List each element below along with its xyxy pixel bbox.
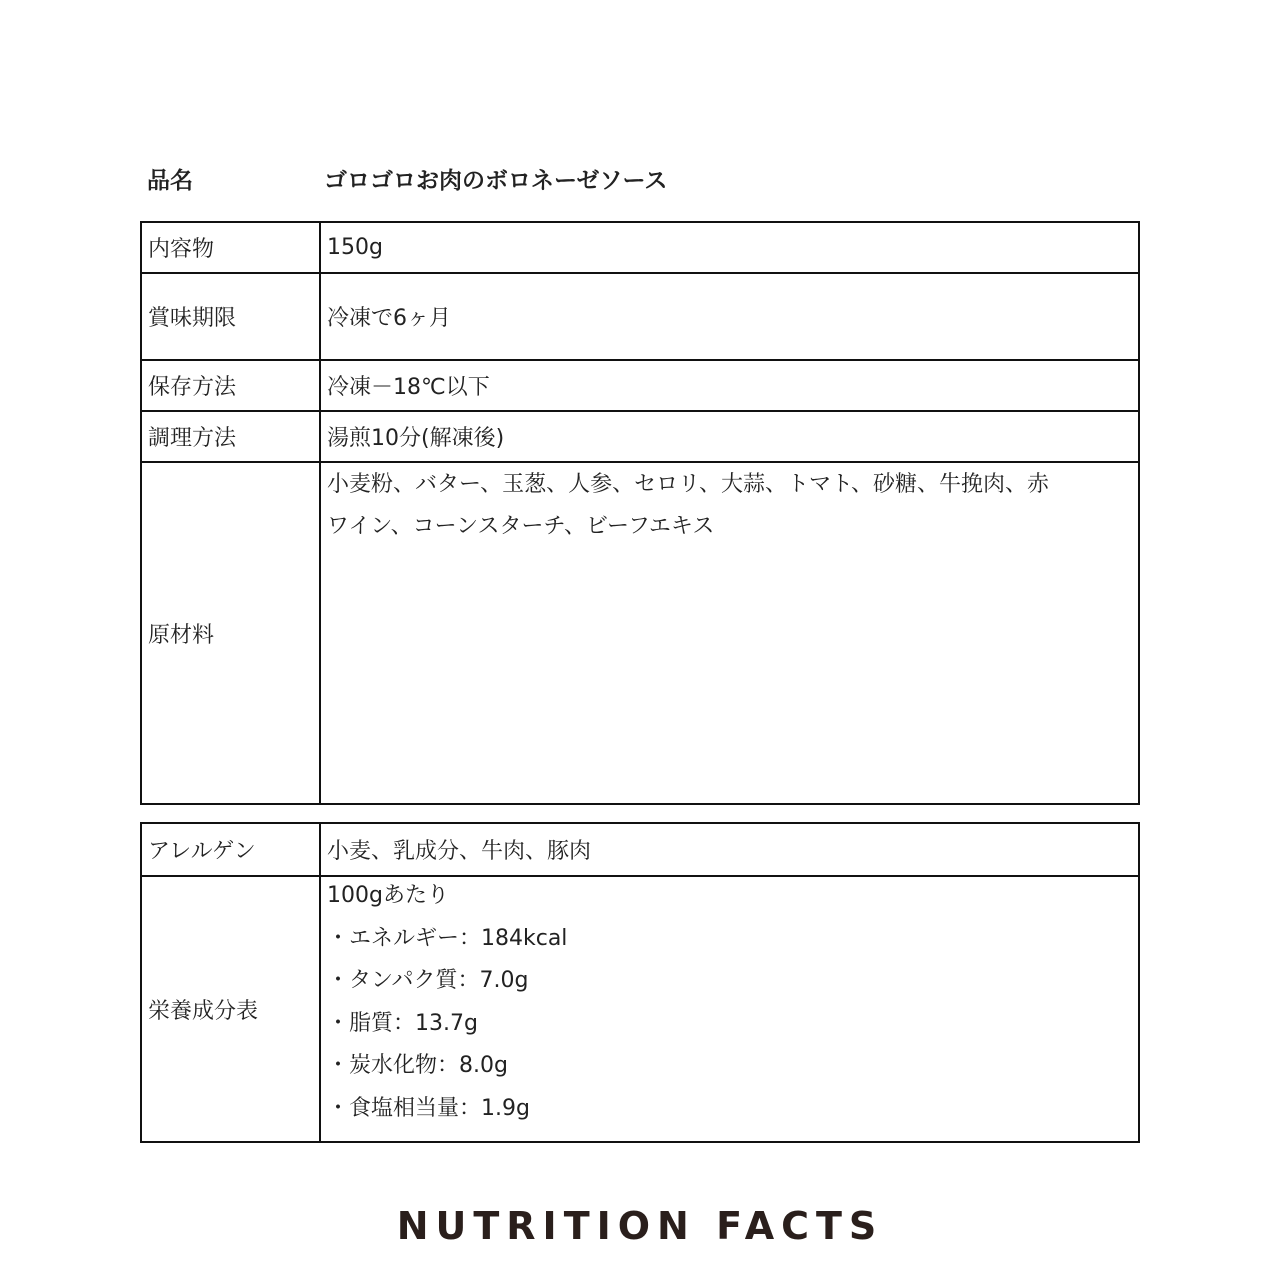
table-row: [141, 222, 1139, 273]
storage-label: 保存方法: [141, 360, 320, 411]
ingredients-label: 原材料: [141, 462, 320, 804]
footer-heading: NUTRITION FACTS: [396, 1204, 884, 1248]
nutrition-value: [320, 876, 1139, 1142]
table-row: [141, 411, 1139, 462]
cooking-label: 調理方法: [141, 411, 320, 462]
contents-label: 内容物: [141, 222, 320, 273]
allergens-label: アレルゲン: [141, 823, 320, 876]
product-name-label: 品名: [147, 168, 193, 194]
product-info-table: [140, 221, 1140, 805]
nutrition-table: [140, 822, 1140, 1143]
nutrition-line: ・食塩相当量：1.9g: [327, 1095, 530, 1121]
cooking-value: 湯煎10分(解凍後): [320, 411, 1139, 462]
table-row: [141, 876, 1139, 1142]
nutrition-line: ・エネルギー：184kcal: [327, 925, 568, 951]
ingredients-line: 小麦粉、バター、玉葱、人参、セロリ、大蒜、トマト、砂糖、牛挽肉、赤: [327, 472, 1050, 497]
ingredients-line: ワイン、コーンスターチ、ビーフエキス: [327, 514, 715, 539]
table-row: [141, 273, 1139, 360]
contents-value: 150g: [320, 222, 1139, 273]
table-row: [141, 360, 1139, 411]
best-before-value: 冷凍で6ヶ月: [320, 273, 1139, 360]
table-row: [141, 823, 1139, 876]
nutrition-line: ・タンパク質：7.0g: [327, 968, 529, 993]
nutrition-line: ・炭水化物：8.0g: [327, 1053, 508, 1078]
ingredients-value: [320, 462, 1139, 804]
nutrition-line: 100gあたり: [327, 883, 449, 908]
table-row: [141, 462, 1139, 804]
storage-value: 冷凍－18℃以下: [320, 360, 1139, 411]
allergens-value: 小麦、乳成分、牛肉、豚肉: [320, 823, 1139, 876]
nutrition-line: ・脂質：13.7g: [327, 1010, 478, 1036]
best-before-label: 賞味期限: [141, 273, 320, 360]
product-name-value: ゴロゴロお肉のボロネーゼソース: [324, 168, 668, 194]
nutrition-label: 栄養成分表: [141, 876, 320, 1142]
